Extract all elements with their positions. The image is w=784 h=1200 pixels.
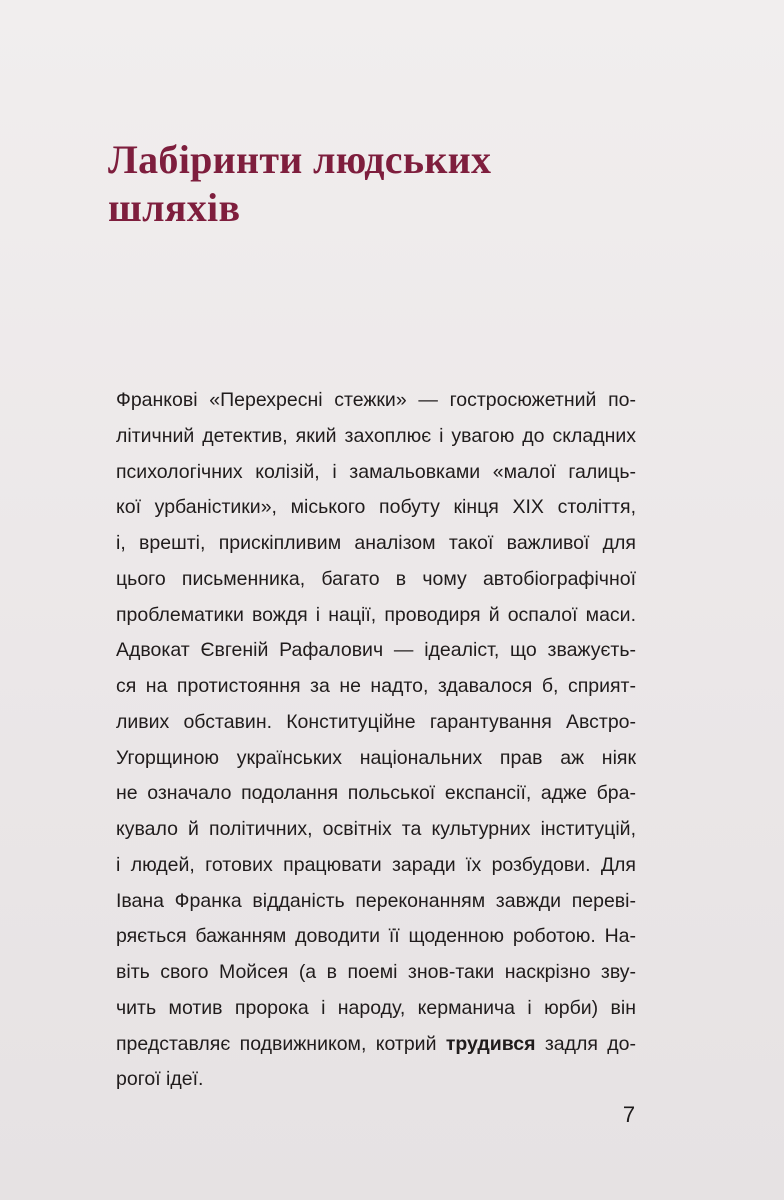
text-line: літичний детектив, який захоплює і увагою до складних — [116, 424, 636, 447]
page-number: 7 — [622, 1102, 636, 1127]
text-line: ряється бажанням доводити її щоденною роботою. На- — [116, 925, 636, 948]
text-line: проблематики вождя і нації, проводиря й оспалої маси. — [116, 603, 636, 626]
text-line-last: рогої ідеї. — [116, 1068, 204, 1091]
text-line-with-bold — [116, 1027, 636, 1063]
text-line: Адвокат Євгеній Рафалович — ідеаліст, що зважуєть- — [116, 639, 636, 662]
text-line: не означало подолання польської експансії, адже бра- — [116, 782, 636, 805]
text-line: віть свого Мойсея (а в поемі знов-таки наскрізно зву- — [116, 961, 636, 983]
text-segment: задля до- — [535, 1032, 636, 1055]
text-line: кої урбаністики», міського побуту кінця XIX століття, — [116, 496, 636, 519]
text-line: Угорщиною українських національних прав аж ніяк — [116, 746, 636, 769]
text-line: кувало й політичних, освітніх та культурних інституцій, — [116, 818, 636, 840]
chapter-title — [108, 136, 668, 232]
text-line: ливих обставин. Конституційне гарантування Австро- — [116, 710, 636, 733]
text-line: психологічних колізій, і замальовками «малої галиць- — [116, 460, 636, 483]
text-line: ся на протистояння за не надто, здавалося б, сприят- — [116, 675, 636, 697]
text-line: і, врешті, прискіпливим аналізом такої важливої для — [116, 532, 636, 554]
text-segment: представляє подвижником, котрий — [116, 1032, 446, 1055]
text-line: і людей, готових працювати заради їх розбудови. Для — [116, 853, 636, 876]
bold-word: трудився — [445, 1032, 536, 1055]
body-paragraph — [116, 383, 636, 1098]
chapter-title-line-1: Лабіринти людських — [108, 137, 492, 182]
text-line: чить мотив пророка і народу, керманича і юрби) він — [116, 996, 636, 1019]
chapter-title-line-2: шляхів — [108, 185, 241, 230]
text-line: цього письменника, багато в чому автобіографічної — [116, 567, 636, 590]
text-line: Франкові «Перехресні стежки» — гостросюжетний по- — [116, 389, 636, 411]
text-line: Івана Франка відданість переконанням завжди переві- — [116, 889, 636, 912]
